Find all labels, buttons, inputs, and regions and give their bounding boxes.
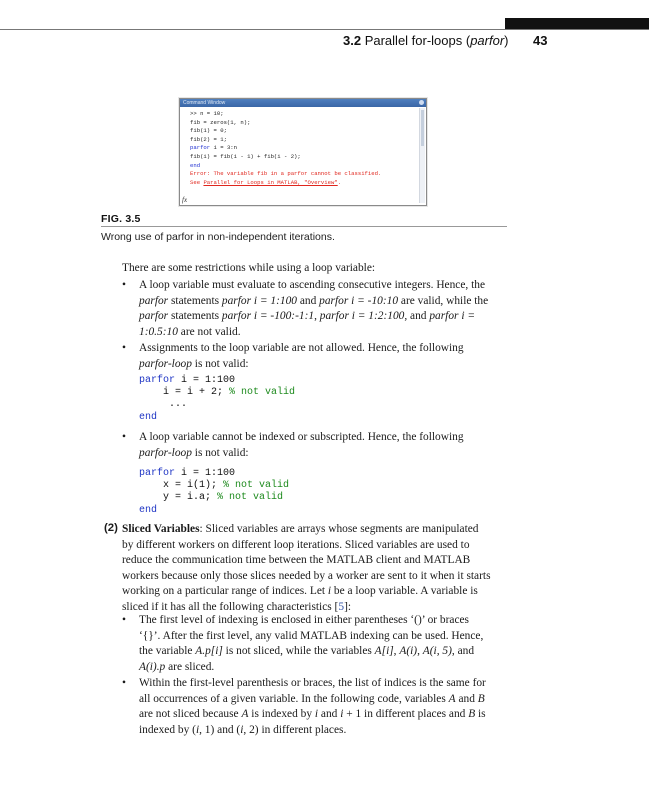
page-number: 43 <box>533 33 548 48</box>
error-message: See <box>190 178 204 186</box>
text-line: all occurrences of a given variable. In the following code, variables A and B <box>139 692 485 705</box>
code-sample-indexing <box>139 468 289 517</box>
scrollbar-thumb <box>421 110 424 146</box>
bullet-same-indices <box>139 676 508 738</box>
figure-caption: Wrong use of parfor in non-independent iterations. <box>101 231 335 243</box>
code-keyword: parfor <box>139 468 176 479</box>
bullet-no-indexing <box>139 430 508 461</box>
text-line: the variable A.p[i] is not sliced, while the variables A[i], A(i), A(i, 5), and <box>139 645 475 658</box>
text-line: by different workers on different loop iterations. Sliced variables are used to <box>122 538 470 551</box>
bullet-marker: • <box>122 342 126 354</box>
code-line <box>139 375 295 387</box>
code-text: >> n = 10; <box>190 110 224 117</box>
text-line: : Sliced variables are arrays whose segments are manipulated <box>199 523 479 535</box>
code-text: y = i.a; <box>139 492 218 504</box>
figure-label: FIG. 3.5 <box>101 213 141 225</box>
text-line: parfor statements parfor i = -100:-1:1, parfor i = 1:2:100, and parfor i = <box>139 310 476 323</box>
text-line: Assignments to the loop variable are not allowed. Hence, the following <box>139 342 464 354</box>
code-text: ... <box>139 399 188 411</box>
code-comment: % not valid <box>217 492 284 504</box>
code-line <box>139 505 289 517</box>
header-bar <box>505 18 649 29</box>
code-keyword: end <box>139 504 158 516</box>
code-keyword: parfor <box>190 144 211 152</box>
text-line: A loop variable must evaluate to ascending consecutive integers. Hence, the <box>139 279 486 291</box>
command-window-line <box>190 127 381 136</box>
text-line: The first level of indexing is enclosed in either parentheses ‘()’ or braces <box>139 614 469 626</box>
intro-paragraph: There are some restrictions while using a loop variable: <box>122 262 376 274</box>
command-window-scrollbar <box>419 108 425 203</box>
code-line <box>139 492 289 504</box>
sliced-variables-term: Sliced Variables <box>122 523 200 535</box>
code-text: fib(2) = 1; <box>190 135 227 143</box>
text-line: parfor-loop is not valid: <box>139 446 249 459</box>
command-window-titlebar: Command Window <box>180 99 426 107</box>
error-message[interactable]: Parallel for Loops in MATLAB, "Overview" <box>203 178 338 186</box>
text-line: parfor-loop is not valid: <box>139 357 249 370</box>
code-keyword: end <box>139 411 158 423</box>
code-text: fib(1) = 0; <box>190 127 227 135</box>
code-comment: % not valid <box>223 480 290 492</box>
error-message: Error: The variable fib in a parfor cannot be classified. <box>190 170 382 178</box>
code-sample-assignment <box>139 375 295 424</box>
code-line <box>139 468 289 480</box>
text-line: Within the first-level parenthesis or braces, the list of indices is the same for <box>139 677 486 689</box>
bullet-marker: • <box>122 614 126 626</box>
sliced-variables-paragraph <box>122 522 508 616</box>
window-menu-icon <box>419 100 424 105</box>
code-text: i = 1:100 <box>175 468 236 479</box>
code-text: fib = zeros(1, n); <box>190 118 251 126</box>
text-line: are not sliced because A is indexed by i and i + 1 in different places and B is <box>139 708 486 721</box>
command-window-line <box>190 119 381 128</box>
text-line: ‘{}’. After the first level, any valid MATLAB indexing can be used. Hence, <box>139 629 484 642</box>
prompt-fx-icon: fx <box>182 196 188 204</box>
code-comment: % not valid <box>229 387 296 399</box>
command-window-line <box>190 170 381 179</box>
command-window-line <box>190 144 381 153</box>
code-text: fib(i) = fib(i - 1) + fib(i - 2); <box>190 152 301 160</box>
header-rule <box>0 29 649 30</box>
command-window-line <box>190 179 381 188</box>
bullet-marker: • <box>122 279 126 291</box>
code-text: x = i(1); <box>139 480 224 492</box>
text-line: working on a particular range of indices. Let i be a loop variable. A variable is <box>122 585 478 598</box>
bullet-loop-ascending <box>139 278 508 340</box>
text-line: 1:0.5:10 are not valid. <box>139 325 241 338</box>
bullet-marker: • <box>122 677 126 689</box>
command-window-line <box>190 153 381 162</box>
bullet-marker: • <box>122 431 126 443</box>
text-line: indexed by (i, 1) and (i, 2) in different places. <box>139 723 347 736</box>
code-keyword: parfor <box>139 375 176 386</box>
text-line: parfor statements parfor i = 1:100 and parfor i = -10:10 are valid, while the <box>139 294 489 307</box>
code-line <box>139 412 295 424</box>
command-window-line <box>190 110 381 119</box>
code-line <box>139 480 289 492</box>
text-line: workers because only those slices needed by a worker are sent to it when it starts <box>122 569 491 582</box>
text-line: A(i).p are sliced. <box>139 660 215 673</box>
error-message: . <box>337 178 342 186</box>
code-keyword: end <box>190 161 201 169</box>
code-line <box>139 399 295 411</box>
caption-rule <box>101 226 507 227</box>
section-heading: 3.2 Parallel for-loops (parfor) <box>343 33 509 48</box>
bullet-first-level-indexing <box>139 613 508 675</box>
running-head <box>0 33 649 51</box>
command-window-code <box>190 110 381 187</box>
command-window-line <box>190 162 381 171</box>
text-line: reduce the communication time between the MATLAB client and MATLAB <box>122 554 471 567</box>
code-text: i = i + 2; <box>139 387 230 399</box>
sliced-number: (2) <box>104 522 118 534</box>
text-line: sliced if it has all the following characteristics [5]: <box>122 600 352 613</box>
command-window-line <box>190 136 381 145</box>
code-text: i = 3:n <box>210 144 238 152</box>
code-text: i = 1:100 <box>175 375 236 386</box>
bullet-no-assignment <box>139 341 508 372</box>
text-line: A loop variable cannot be indexed or subscripted. Hence, the following <box>139 431 464 443</box>
command-window-figure <box>179 98 427 206</box>
code-line <box>139 387 295 399</box>
